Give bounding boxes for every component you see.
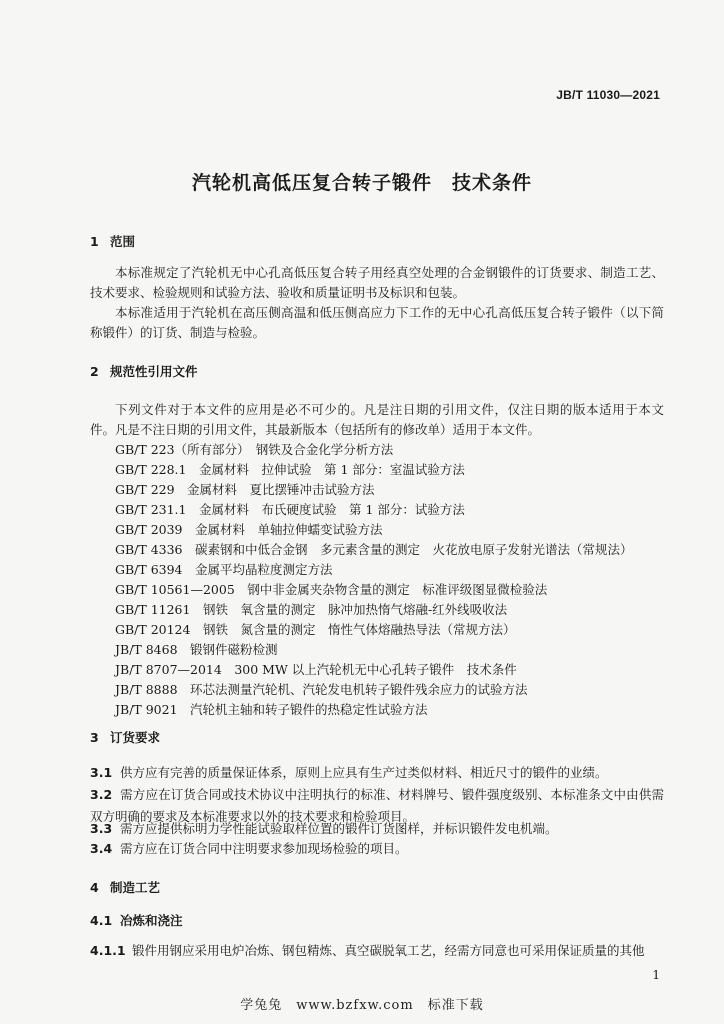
section-title: 范围 xyxy=(110,234,136,249)
section-heading-ordering-requirements xyxy=(90,728,160,746)
section-title: 规范性引用文件 xyxy=(110,364,198,379)
scope-paragraph-2: 本标准适用于汽轮机在高压侧高温和低压侧高应力下工作的无中心孔高低压复合转子锻件（以下简称锻件）的订货、制造与检验。 xyxy=(90,305,664,340)
references-intro: 下列文件对于本文件的应用是必不可少的。凡是注日期的引用文件，仅注日期的版本适用于本文件。凡是不注日期的引用文件，其最新版本（包括所有的修改单）适用于本文件。 xyxy=(90,402,664,437)
clause-text: 锻件用钢应采用电炉冶炼、钢包精炼、真空碳脱氧工艺，经需方同意也可采用保证质量的其他 xyxy=(132,943,645,958)
reference-item: GB/T 6394 金属平均晶粒度测定方法 xyxy=(115,562,333,577)
site-watermark-footer: 学兔兔 www.bzfxw.com 标准下载 xyxy=(240,998,484,1013)
scope-paragraph-1: 本标准规定了汽轮机无中心孔高低压复合转子用经真空处理的合金钢锻件的订货要求、制造工艺、技术要求、检验规则和试验方法、验收和质量证明书及标识和包装。 xyxy=(90,265,664,300)
section-number: 2 xyxy=(90,364,99,379)
clause-text: 需方应在订货合同或技术协议中注明执行的标准、材料牌号、锻件强度级别、本标准条文中由供需双方明确的要求及本标准要求以外的技术要求和检验项目。 xyxy=(90,787,664,824)
reference-item: GB/T 20124 钢铁 氮含量的测定 惰性气体熔融热导法（常规方法） xyxy=(115,622,516,637)
clause-3-1 xyxy=(90,762,664,784)
section-number: 3 xyxy=(90,730,99,745)
standard-code: JB/T 11030—2021 xyxy=(556,88,660,102)
subsection-number: 4.1 xyxy=(90,913,113,928)
subsection-title: 冶炼和浇注 xyxy=(120,913,183,928)
reference-item: GB/T 2039 金属材料 单轴拉伸蠕变试验方法 xyxy=(115,522,383,537)
reference-item: GB/T 231.1 金属材料 布氏硬度试验 第 1 部分：试验方法 xyxy=(115,502,465,517)
reference-item: GB/T 11261 钢铁 氧含量的测定 脉冲加热惰气熔融-红外线吸收法 xyxy=(115,602,508,617)
clause-number: 4.1.1 xyxy=(90,943,126,958)
clause-3-4 xyxy=(90,838,664,860)
reference-item: JB/T 9021 汽轮机主轴和转子锻件的热稳定性试验方法 xyxy=(115,702,428,717)
page-number: 1 xyxy=(652,968,660,982)
reference-item: GB/T 228.1 金属材料 拉伸试验 第 1 部分：室温试验方法 xyxy=(115,462,465,477)
section-heading-manufacturing-process xyxy=(90,878,160,896)
section-title: 订货要求 xyxy=(110,730,161,745)
subsection-heading-smelting xyxy=(90,911,183,929)
clause-text: 供方应有完善的质量保证体系，原则上应具有生产过类似材料、相近尺寸的锻件的业绩。 xyxy=(120,765,608,780)
section-heading-normative-references xyxy=(90,362,198,380)
section-number: 4 xyxy=(90,880,99,895)
reference-item: JB/T 8468 锻钢件磁粉检测 xyxy=(115,642,278,657)
document-title: 汽轮机高低压复合转子锻件 技术条件 xyxy=(191,172,532,194)
section-number: 1 xyxy=(90,234,99,249)
clause-number: 3.1 xyxy=(90,765,113,780)
reference-item: GB/T 4336 碳素钢和中低合金钢 多元素含量的测定 火花放电原子发射光谱法（常规法） xyxy=(115,542,633,557)
reference-item: GB/T 223（所有部分） 钢铁及合金化学分析方法 xyxy=(115,442,394,457)
clause-4-1-1 xyxy=(90,940,664,962)
section-title: 制造工艺 xyxy=(110,880,161,895)
clause-text: 需方应提供标明力学性能试验取样位置的锻件订货图样，并标识锻件发电机端。 xyxy=(120,821,558,836)
reference-item: GB/T 10561—2005 钢中非金属夹杂物含量的测定 标准评级图显微检验法 xyxy=(115,582,548,597)
clause-number: 3.4 xyxy=(90,841,113,856)
clause-number: 3.3 xyxy=(90,821,113,836)
clause-text: 需方应在订货合同中注明要求参加现场检验的项目。 xyxy=(120,841,408,856)
clause-3-3 xyxy=(90,818,664,840)
reference-item: JB/T 8888 环芯法测量汽轮机、汽轮发电机转子锻件残余应力的试验方法 xyxy=(115,682,528,697)
reference-item: JB/T 8707—2014 300 MW 以上汽轮机无中心孔转子锻件 技术条件 xyxy=(115,662,517,677)
reference-item: GB/T 229 金属材料 夏比摆锤冲击试验方法 xyxy=(115,482,375,497)
section-heading-scope xyxy=(90,232,135,250)
clause-number: 3.2 xyxy=(90,787,113,802)
